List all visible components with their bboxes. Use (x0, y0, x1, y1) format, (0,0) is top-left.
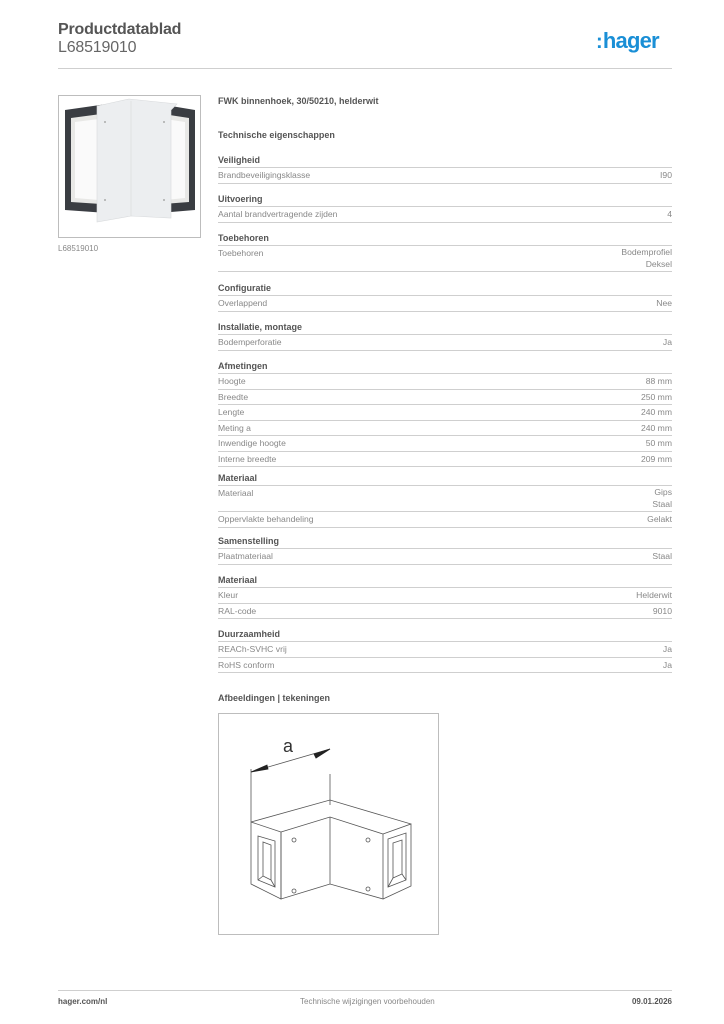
spec-value: Staal (652, 551, 672, 561)
spec-value: 88 mm (645, 376, 672, 386)
spec-label: Bodemperforatie (218, 337, 282, 347)
spec-row (218, 374, 672, 390)
spec-value: 240 mm (640, 422, 672, 433)
section-title: Configuratie (218, 282, 672, 296)
section-title: Toebehoren (218, 232, 672, 246)
spec-value: 209 mm (640, 453, 672, 464)
spec-value: Gips (654, 487, 672, 497)
spec-value: 9010 (652, 605, 672, 616)
section-title: Uitvoering (218, 193, 672, 207)
spec-row (218, 452, 672, 468)
spec-value: 250 mm (640, 391, 672, 402)
technical-properties-heading: Technische eigenschappen (218, 130, 335, 140)
spec-row (218, 486, 672, 512)
spec-value: Helderwit (636, 590, 672, 600)
spec-row (218, 168, 672, 184)
spec-row (218, 604, 672, 620)
spec-label: Overlappend (218, 298, 268, 308)
section-title: Duurzaamheid (218, 628, 672, 642)
spec-label: Interne breedte (218, 453, 277, 464)
spec-label: Oppervlakte behandeling (218, 514, 314, 524)
footer-disclaimer: Technische wijzigingen voorbehouden (300, 997, 435, 1006)
spec-value: Gelakt (647, 514, 672, 524)
logo-text: hager (602, 28, 659, 53)
hager-logo (596, 28, 659, 54)
section-title: Veiligheid (218, 154, 672, 168)
spec-row (218, 658, 672, 674)
spec-label: Meting a (218, 422, 251, 433)
section-title: Materiaal (218, 574, 672, 588)
spec-value-multi (621, 247, 672, 270)
spec-row (218, 421, 672, 437)
spec-label: RoHS conform (218, 659, 275, 670)
footer-divider (58, 990, 672, 991)
spec-section-configuratie (218, 282, 672, 312)
spec-row (218, 390, 672, 406)
spec-row (218, 588, 672, 604)
article-number: L68519010 (58, 39, 137, 56)
spec-label: Materiaal (218, 488, 254, 498)
spec-section-afmetingen (218, 360, 672, 467)
spec-row (218, 512, 672, 528)
spec-label: Lengte (218, 407, 245, 417)
product-photo-image (59, 96, 200, 237)
section-title: Afmetingen (218, 360, 672, 374)
spec-section-duurzaamheid (218, 628, 672, 673)
spec-label: Toebehoren (218, 248, 264, 258)
spec-row (218, 549, 672, 565)
spec-row (218, 436, 672, 452)
document-date: 09.01.2026 (631, 997, 672, 1006)
document-title: Productdatablad (58, 21, 182, 38)
spec-label: Aantal brandvertragende zijden (218, 209, 338, 219)
spec-section-toebehoren (218, 232, 672, 272)
section-title: Samenstelling (218, 535, 672, 549)
header-divider (58, 68, 672, 69)
spec-label: Brandbeveiligingsklasse (218, 170, 311, 180)
spec-label: REACh-SVHC vrij (218, 644, 287, 654)
spec-section-materiaal (218, 472, 672, 528)
spec-row (218, 335, 672, 351)
technical-drawing-image (219, 714, 438, 934)
spec-value: 240 mm (640, 407, 672, 417)
photo-caption: L68519010 (58, 244, 99, 253)
section-title: Installatie, montage (218, 321, 672, 335)
spec-value: I90 (660, 170, 672, 180)
spec-value: Deksel (645, 258, 672, 269)
spec-label: Plaatmateriaal (218, 551, 273, 561)
images-heading: Afbeeldingen | tekeningen (218, 693, 331, 703)
spec-value: Staal (652, 498, 672, 509)
spec-label: Kleur (218, 590, 239, 600)
logo-colon: : (596, 31, 602, 53)
spec-label: Hoogte (218, 376, 246, 386)
spec-section-samenstelling (218, 535, 672, 565)
spec-label: RAL-code (218, 605, 257, 616)
product-name: FWK binnenhoek, 30/50210, helderwit (218, 96, 379, 106)
section-title: Materiaal (218, 472, 672, 486)
spec-value: 4 (667, 209, 672, 219)
spec-value: Ja (662, 337, 672, 347)
spec-section-materiaal-kleur (218, 574, 672, 619)
spec-row (218, 246, 672, 272)
spec-section-veiligheid (218, 154, 672, 184)
dimension-label: a (283, 736, 294, 756)
spec-value: 50 mm (645, 438, 672, 448)
technical-drawing (218, 713, 439, 935)
website-link[interactable]: hager.com/nl (58, 997, 108, 1006)
spec-row (218, 405, 672, 421)
spec-value: Nee (656, 298, 672, 308)
spec-value-multi (652, 487, 672, 510)
spec-label: Inwendige hoogte (218, 438, 286, 448)
spec-value: Ja (662, 644, 672, 654)
spec-section-installatie (218, 321, 672, 351)
spec-label: Breedte (218, 391, 249, 402)
spec-row (218, 207, 672, 223)
product-photo (58, 95, 201, 238)
spec-value: Ja (662, 659, 672, 670)
spec-row (218, 642, 672, 658)
spec-section-uitvoering (218, 193, 672, 223)
spec-value: Bodemprofiel (621, 247, 672, 257)
spec-row (218, 296, 672, 312)
